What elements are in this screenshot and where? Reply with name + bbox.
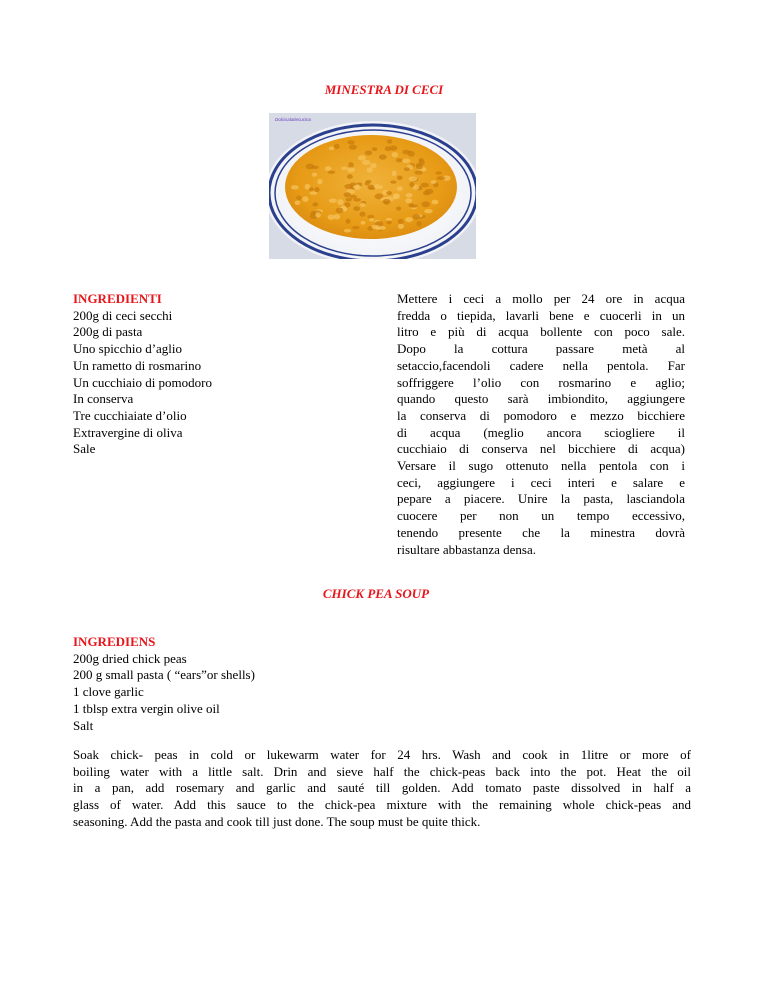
method-line: Mettere i ceci a mollo per 24 ore in acqua xyxy=(397,291,685,306)
pasta-piece xyxy=(360,203,366,207)
method-line: fredda o tiepida, lavarli bene e cuocerli in un xyxy=(397,307,685,323)
pasta-piece xyxy=(405,198,412,203)
pasta-piece xyxy=(392,152,398,157)
pasta-piece xyxy=(302,196,308,202)
pasta-piece xyxy=(344,192,351,197)
ingredient-item: 200g di ceci secchi xyxy=(73,307,173,323)
pasta-piece xyxy=(379,154,387,159)
pasta-piece xyxy=(336,208,344,214)
pasta-piece xyxy=(296,196,301,201)
english-ingredients-heading: INGREDIENS xyxy=(73,634,156,649)
pasta-piece xyxy=(368,185,375,190)
method-line: quando questo sarà imbiondito, aggiungere xyxy=(397,391,685,407)
method-line: glass of water. Add this sauce to the chick-pea mixture with the remaining whole chick-peas and xyxy=(73,797,691,813)
pasta-piece xyxy=(360,212,366,217)
method-line: ceci, aggiungere i ceci interi e salare e xyxy=(397,474,685,490)
pasta-piece xyxy=(334,144,340,149)
ingredient-item: Un rametto di rosmarino xyxy=(73,357,202,373)
pasta-piece xyxy=(435,171,442,174)
ingredient-item: Salt xyxy=(73,717,94,733)
method-line: la conserva di pomodoro e mezzo bicchiere xyxy=(397,407,685,423)
pasta-piece xyxy=(334,214,340,220)
pasta-piece xyxy=(352,226,360,229)
pasta-piece xyxy=(305,184,311,190)
pasta-piece xyxy=(362,160,371,165)
pasta-piece xyxy=(410,204,418,207)
pasta-piece xyxy=(341,167,347,170)
pasta-piece xyxy=(353,198,361,202)
method-line: pepare a piacere. Unire la pasta, lasciandola xyxy=(397,491,685,507)
pasta-piece xyxy=(353,206,360,211)
ingredient-item: Extravergine di oliva xyxy=(73,424,183,440)
photo-watermark: Dolcisalatiecucina xyxy=(275,117,312,122)
pasta-piece xyxy=(431,180,437,184)
pasta-piece xyxy=(413,214,420,220)
pasta-piece xyxy=(291,185,299,189)
pasta-piece xyxy=(416,221,421,227)
pasta-piece xyxy=(402,159,410,163)
pasta-piece xyxy=(346,198,352,202)
italian-ingredients-heading: INGREDIENTI xyxy=(73,291,162,306)
pasta-piece xyxy=(398,224,404,229)
pasta-piece xyxy=(405,217,413,222)
method-line: Soak chick- peas in cold or lukewarm water for 24 hrs. Wash and cook in 1litre or more of xyxy=(73,747,691,762)
pasta-piece xyxy=(329,147,334,151)
method-line: soffriggere l’olio con rosmarino e aglio; xyxy=(397,374,685,390)
pasta-piece xyxy=(312,173,317,177)
method-line: in a pan, add rosemary and garlic and sauté till golden. Add tomato paste dissolved in half a xyxy=(73,780,691,796)
pasta-piece xyxy=(370,163,376,168)
pasta-piece xyxy=(387,139,392,144)
pasta-piece xyxy=(422,201,430,207)
pasta-piece xyxy=(325,166,332,171)
pasta-piece xyxy=(347,174,353,179)
pasta-piece xyxy=(354,185,361,190)
method-line: Dopo la cottura passare metà al xyxy=(397,341,685,357)
ingredient-item: Uno spicchio d’aglio xyxy=(73,341,183,357)
pasta-piece xyxy=(396,158,403,162)
pasta-piece xyxy=(374,184,379,189)
italian-ingredients xyxy=(73,291,343,458)
pasta-piece xyxy=(409,176,418,181)
pasta-piece xyxy=(349,145,357,150)
method-line: seasoning. Add the pasta and cook till just done. The soup must be quite thick. xyxy=(73,813,481,829)
pasta-piece xyxy=(317,179,322,185)
method-line: tenendo presente che la minestra dovrà xyxy=(397,524,685,540)
pasta-piece xyxy=(396,206,401,210)
italian-title: MINESTRA DI CECI xyxy=(324,82,444,97)
pasta-piece xyxy=(402,150,410,155)
pasta-piece xyxy=(315,212,321,217)
ingredient-item: 200 g small pasta ( “ears”or shells) xyxy=(73,667,255,683)
method-line: cuocere per non un tempo eccessivo, xyxy=(397,508,685,524)
ingredient-item: 200g di pasta xyxy=(73,324,143,340)
pasta-piece xyxy=(415,170,423,174)
pasta-piece xyxy=(386,191,392,195)
ingredient-item: In conserva xyxy=(73,391,134,407)
pasta-piece xyxy=(365,150,372,155)
pasta-piece xyxy=(386,221,391,225)
pasta-piece xyxy=(416,164,423,169)
method-line: cucchiaio di conserva nel bicchiere di acqua) xyxy=(397,441,685,457)
pasta-piece xyxy=(329,199,337,203)
pasta-piece xyxy=(372,225,380,229)
pasta-piece xyxy=(389,146,397,151)
pasta-piece xyxy=(367,167,373,172)
pasta-piece xyxy=(404,167,410,171)
ingredient-item: Un cucchiaio di pomodoro xyxy=(73,374,212,390)
pasta-piece xyxy=(337,199,343,205)
pasta-piece xyxy=(295,201,301,205)
pasta-piece xyxy=(383,199,391,204)
pasta-piece xyxy=(397,186,403,191)
method-line: litro e più di acqua bollente con poco sale. xyxy=(397,324,685,340)
pasta-piece xyxy=(348,162,354,168)
pasta-piece xyxy=(358,155,366,160)
pasta-piece xyxy=(344,229,351,233)
pasta-piece xyxy=(424,209,433,213)
pasta-piece xyxy=(315,187,320,192)
method-line: boiling water with a little salt. Drin and sieve half the chick-peas back into the pot. Heat the oil xyxy=(73,763,691,779)
method-line: di acqua (meglio ancora sciogliere il xyxy=(397,424,685,440)
pasta-piece xyxy=(306,164,315,170)
pasta-piece xyxy=(350,195,357,199)
pasta-piece xyxy=(409,182,414,187)
pasta-piece xyxy=(437,176,446,180)
ingredient-item: 1 clove garlic xyxy=(73,684,144,700)
pasta-piece xyxy=(398,219,404,224)
pasta-piece xyxy=(347,167,355,172)
italian-method xyxy=(397,291,685,558)
pasta-piece xyxy=(328,171,336,174)
soup-bowl-image xyxy=(269,113,476,259)
method-line: Versare il sugo ottenuto nella pentola con i xyxy=(397,458,685,474)
pasta-piece xyxy=(423,191,430,196)
ingredient-item: 200g dried chick peas xyxy=(73,650,187,666)
pasta-piece xyxy=(397,176,403,181)
pasta-piece xyxy=(361,221,366,225)
pasta-piece xyxy=(421,183,429,188)
ingredient-item: Sale xyxy=(73,441,96,457)
ingredient-item: Tre cucchiaiate d’olio xyxy=(73,407,187,423)
pasta-piece xyxy=(390,180,396,183)
soup-bowl-photo xyxy=(269,113,476,259)
pasta-piece xyxy=(365,182,370,186)
english-title: CHICK PEA SOUP xyxy=(322,586,430,601)
pasta-piece xyxy=(378,226,386,230)
method-line: setaccio,facendoli cadere nella pentola. Far xyxy=(397,357,685,373)
pasta-piece xyxy=(393,194,398,199)
pasta-piece xyxy=(347,140,354,144)
method-line: risultare abbastanza densa. xyxy=(397,541,536,557)
pasta-piece xyxy=(372,147,378,151)
pasta-piece xyxy=(369,218,374,222)
pasta-piece xyxy=(345,219,350,224)
pasta-piece xyxy=(392,171,397,177)
pasta-piece xyxy=(310,192,318,195)
pasta-piece xyxy=(432,200,439,205)
pasta-piece xyxy=(406,193,413,198)
english-method xyxy=(73,747,691,831)
english-ingredients xyxy=(73,634,473,734)
pasta-piece xyxy=(312,202,318,206)
ingredient-item: 1 tblsp extra vergin olive oil xyxy=(73,700,220,716)
